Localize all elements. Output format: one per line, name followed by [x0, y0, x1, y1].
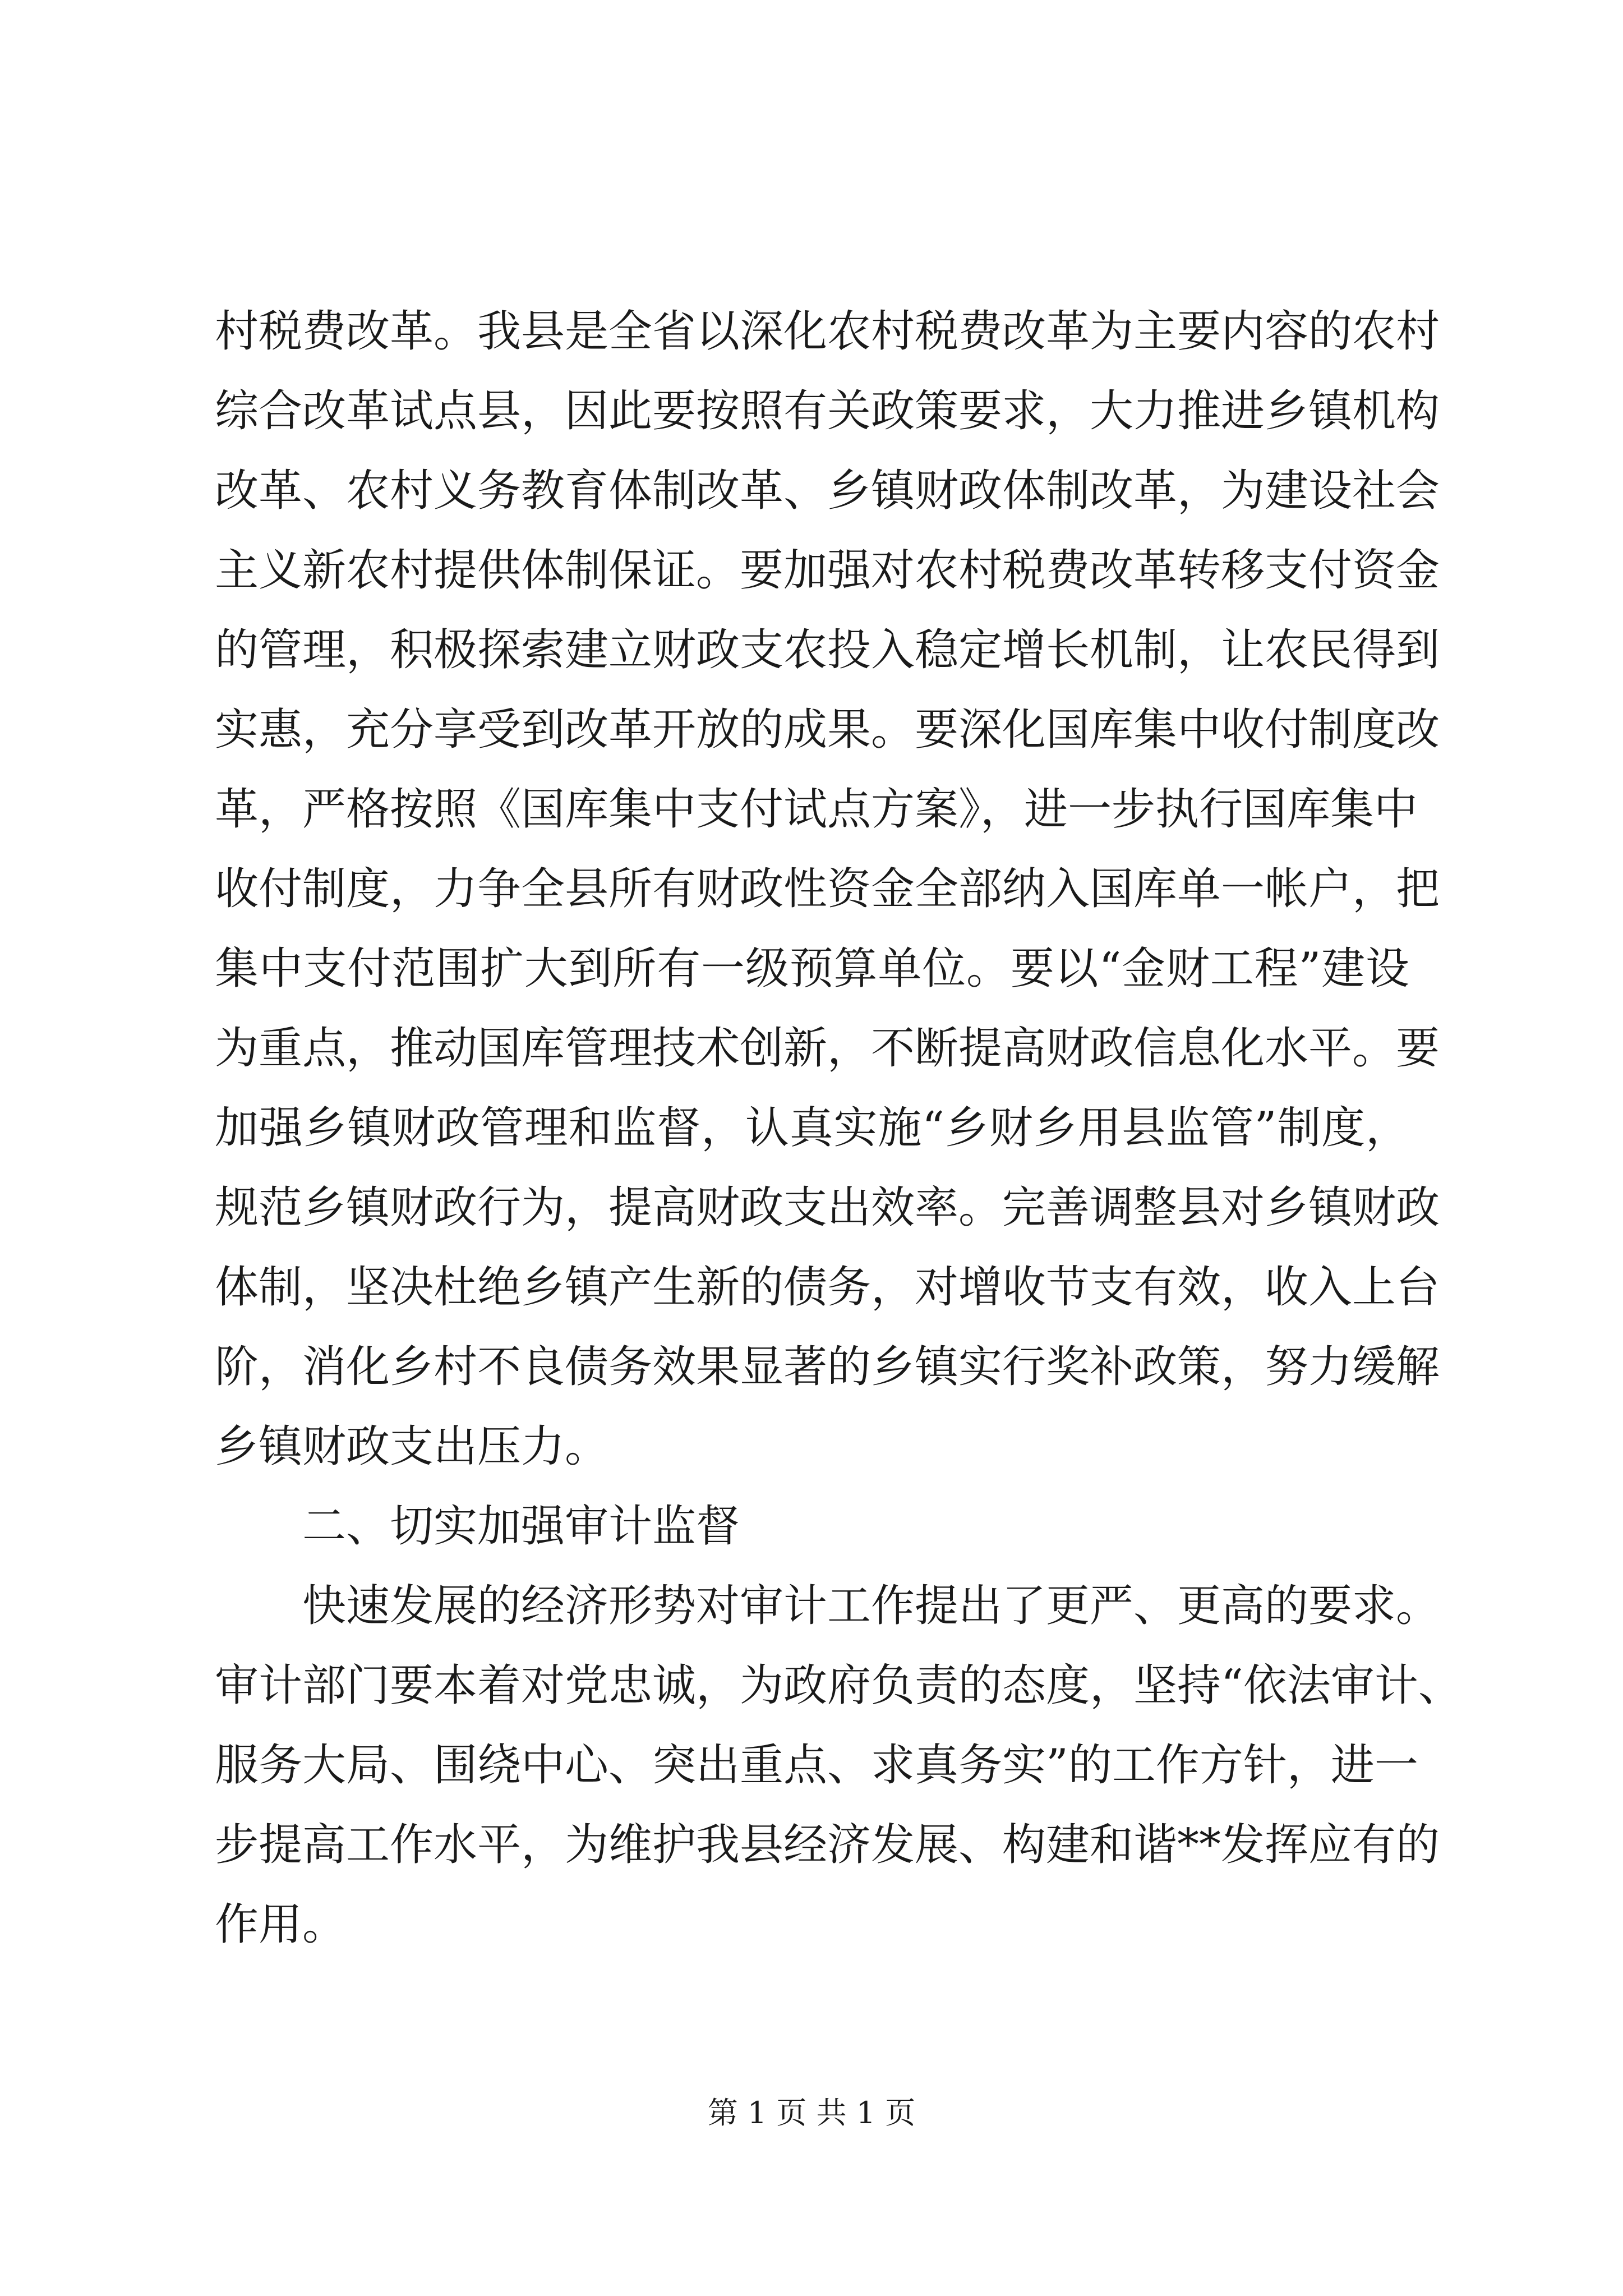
- text-line: 革，严格按照《国库集中支付试点方案》，进一步执行国库集中: [215, 784, 1418, 835]
- text-line: 快速发展的经济形势对审计工作提出了更严、更高的要求。: [302, 1581, 1440, 1631]
- text-line: 服务大局、围绕中心、突出重点、求真务实”的工作方针，进一: [215, 1740, 1418, 1791]
- text-line: 改革、农村义务教育体制改革、乡镇财政体制改革，为建设社会: [215, 466, 1440, 516]
- text-line: 综合改革试点县，因此要按照有关政策要求，大力推进乡镇机构: [215, 386, 1440, 436]
- text-line: 村税费改革。我县是全省以深化农村税费改革为主要内容的农村: [215, 306, 1440, 357]
- text-line: 步提高工作水平，为维护我县经济发展、构建和谐**发挥应有的: [215, 1820, 1440, 1870]
- text-line: 集中支付范围扩大到所有一级预算单位。要以“金财工程”建设: [215, 944, 1409, 994]
- text-line: 乡镇财政支出压力。: [215, 1421, 609, 1472]
- text-line: 阶，消化乡村不良债务效果显著的乡镇实行奖补政策，努力缓解: [215, 1342, 1440, 1392]
- text-line: 主义新农村提供体制保证。要加强对农村税费改革转移支付资金: [215, 545, 1440, 596]
- text-line: 规范乡镇财政行为，提高财政支出效率。完善调整县对乡镇财政: [215, 1182, 1440, 1233]
- text-line: 的管理，积极探索建立财政支农投入稳定增长机制，让农民得到: [215, 625, 1440, 675]
- text-line: 体制，坚决杜绝乡镇产生新的债务，对增收节支有效，收入上台: [215, 1262, 1440, 1313]
- text-line: 为重点，推动国库管理技术创新，不断提高财政信息化水平。要: [215, 1023, 1440, 1074]
- page-footer: 第 1 页 共 1 页: [707, 2095, 916, 2131]
- text-line: 实惠，充分享受到改革开放的成果。要深化国库集中收付制度改: [215, 705, 1440, 755]
- document-body: [215, 292, 1462, 1964]
- text-line: 审计部门要本着对党忠诚，为政府负责的态度，坚持“依法审计、: [215, 1660, 1462, 1711]
- text-line: 收付制度，力争全县所有财政性资金全部纳入国库单一帐户，把: [215, 864, 1440, 914]
- text-line: 作用。: [215, 1899, 347, 1950]
- section-heading: 二、切实加强审计监督: [302, 1501, 740, 1552]
- text-line: 加强乡镇财政管理和监督，认真实施“乡财乡用县监管”制度，: [215, 1103, 1409, 1153]
